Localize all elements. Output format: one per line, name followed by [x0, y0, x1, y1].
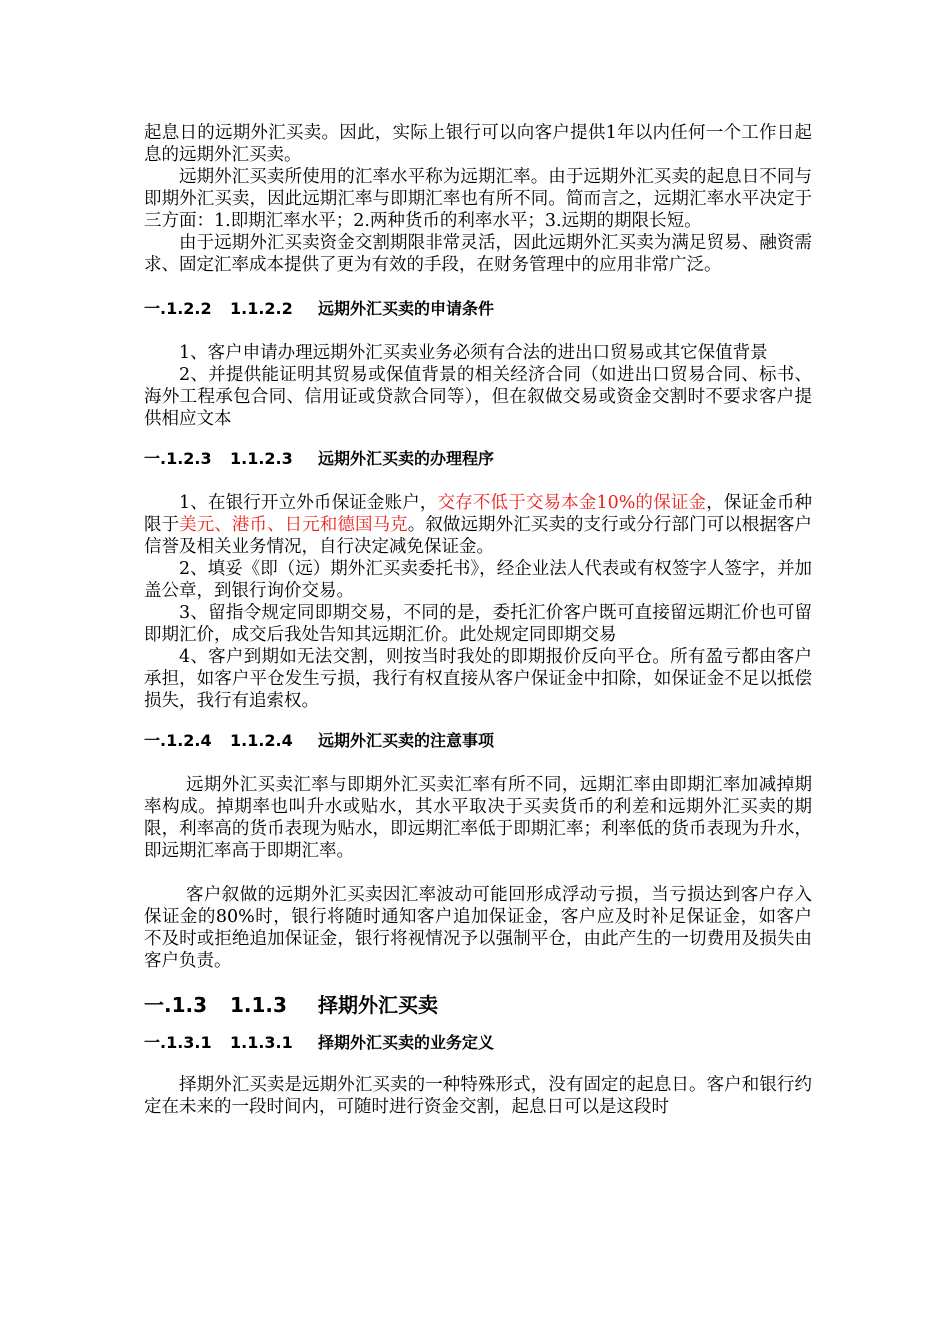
section-heading-1-3-1	[144, 1032, 812, 1054]
body-paragraph: 择期外汇买卖是远期外汇买卖的一种特殊形式，没有固定的起息日。客户和银行约定在未来的一段时间内，可随时进行资金交割，起息日可以是这段时	[144, 1075, 812, 1117]
heading-number: 一.1.2.4	[144, 731, 212, 750]
section-heading-1-2-2	[144, 298, 812, 320]
document-page	[144, 122, 812, 1118]
heading-number: 1.1.2.2	[230, 299, 293, 318]
heading-number: 一.1.2.3	[144, 449, 212, 468]
body-paragraph: 1、客户申请办理远期外汇买卖业务必须有合法的进出口贸易或其它保值背景	[179, 343, 768, 363]
section-heading-1-3	[144, 992, 812, 1018]
heading-number: 一.1.3	[144, 993, 208, 1017]
body-paragraph: 2、填妥《即（远）期外汇买卖委托书》，经企业法人代表或有权签字人签字，并加盖公章，到银行询价交易。	[144, 559, 812, 601]
section-heading-1-2-3	[144, 448, 812, 470]
body-paragraph	[144, 492, 812, 558]
body-paragraph: 4、客户到期如无法交割，则按当时我处的即期报价反向平仓。所有盈亏都由客户承担，如客户平仓发生亏损，我行有权直接从客户保证金中扣除，如保证金不足以抵偿损失，我行有追索权。	[144, 647, 812, 711]
heading-number: 1.1.3	[230, 993, 287, 1017]
heading-title: 远期外汇买卖的办理程序	[318, 449, 495, 468]
heading-number: 1.1.2.4	[230, 731, 293, 750]
body-paragraph: 远期外汇买卖所使用的汇率水平称为远期汇率。由于远期外汇买卖的起息日不同与即期外汇买卖，因此远期汇率与即期汇率也有所不同。简而言之，远期汇率水平决定于三方面：1.即期汇率水平；2.两种货币的利率水平；3.远期的期限长短。	[144, 167, 812, 231]
body-paragraph: 由于远期外汇买卖资金交割期限非常灵活，因此远期外汇买卖为满足贸易、融资需求、固定汇率成本提供了更为有效的手段，在财务管理中的应用非常广泛。	[144, 233, 812, 275]
section-heading-1-2-4	[144, 730, 812, 752]
body-paragraph: 2、并提供能证明其贸易或保值背景的相关经济合同（如进出口贸易合同、标书、海外工程承包合同、信用证或贷款合同等），但在叙做交易或资金交割时不要求客户提供相应文本	[144, 365, 812, 429]
highlighted-text: 美元、港币、日元和德国马克	[179, 515, 408, 535]
body-paragraph: 3、留指令规定同即期交易，不同的是，委托汇价客户既可直接留远期汇价也可留即期汇价，成交后我处告知其远期汇价。此处规定同即期交易	[144, 603, 812, 645]
heading-number: 一.1.2.2	[144, 299, 212, 318]
heading-title: 择期外汇买卖的业务定义	[318, 1033, 495, 1052]
highlighted-text: 交存不低于交易本金10%的保证金	[437, 493, 707, 513]
body-paragraph: 起息日的远期外汇买卖。因此，实际上银行可以向客户提供1年以内任何一个工作日起息的远期外汇买卖。	[144, 123, 812, 165]
paragraph-text: ，保证金币种限于	[144, 493, 813, 535]
heading-number: 1.1.2.3	[230, 449, 293, 468]
heading-title: 远期外汇买卖的申请条件	[318, 299, 495, 318]
heading-title: 择期外汇买卖	[318, 993, 438, 1017]
heading-number: 一.1.3.1	[144, 1033, 212, 1052]
body-paragraph: 客户叙做的远期外汇买卖因汇率波动可能回形成浮动亏损，当亏损达到客户存入保证金的80%时，银行将随时通知客户追加保证金，客户应及时补足保证金，如客户不及时或拒绝追加保证金，银行将视情况予以强制平仓，由此产生的一切费用及损失由客户负责。	[144, 885, 812, 971]
body-paragraph: 远期外汇买卖汇率与即期外汇买卖汇率有所不同，远期汇率由即期汇率加减掉期率构成。掉期率也叫升水或贴水，其水平取决于买卖货币的利差和远期外汇买卖的期限，利率高的货币表现为贴水，即远期汇率低于即期汇率；利率低的货币表现为升水，即远期汇率高于即期汇率。	[144, 775, 812, 861]
heading-title: 远期外汇买卖的注意事项	[318, 731, 495, 750]
paragraph-text: 1、在银行开立外币保证金账户，	[179, 493, 438, 513]
heading-number: 1.1.3.1	[230, 1033, 293, 1052]
paragraph-text: 。叙做远期外汇买卖的支行或分行部门可以根据客户信誉及相关业务情况，自行决定减免保证金。	[144, 515, 813, 557]
